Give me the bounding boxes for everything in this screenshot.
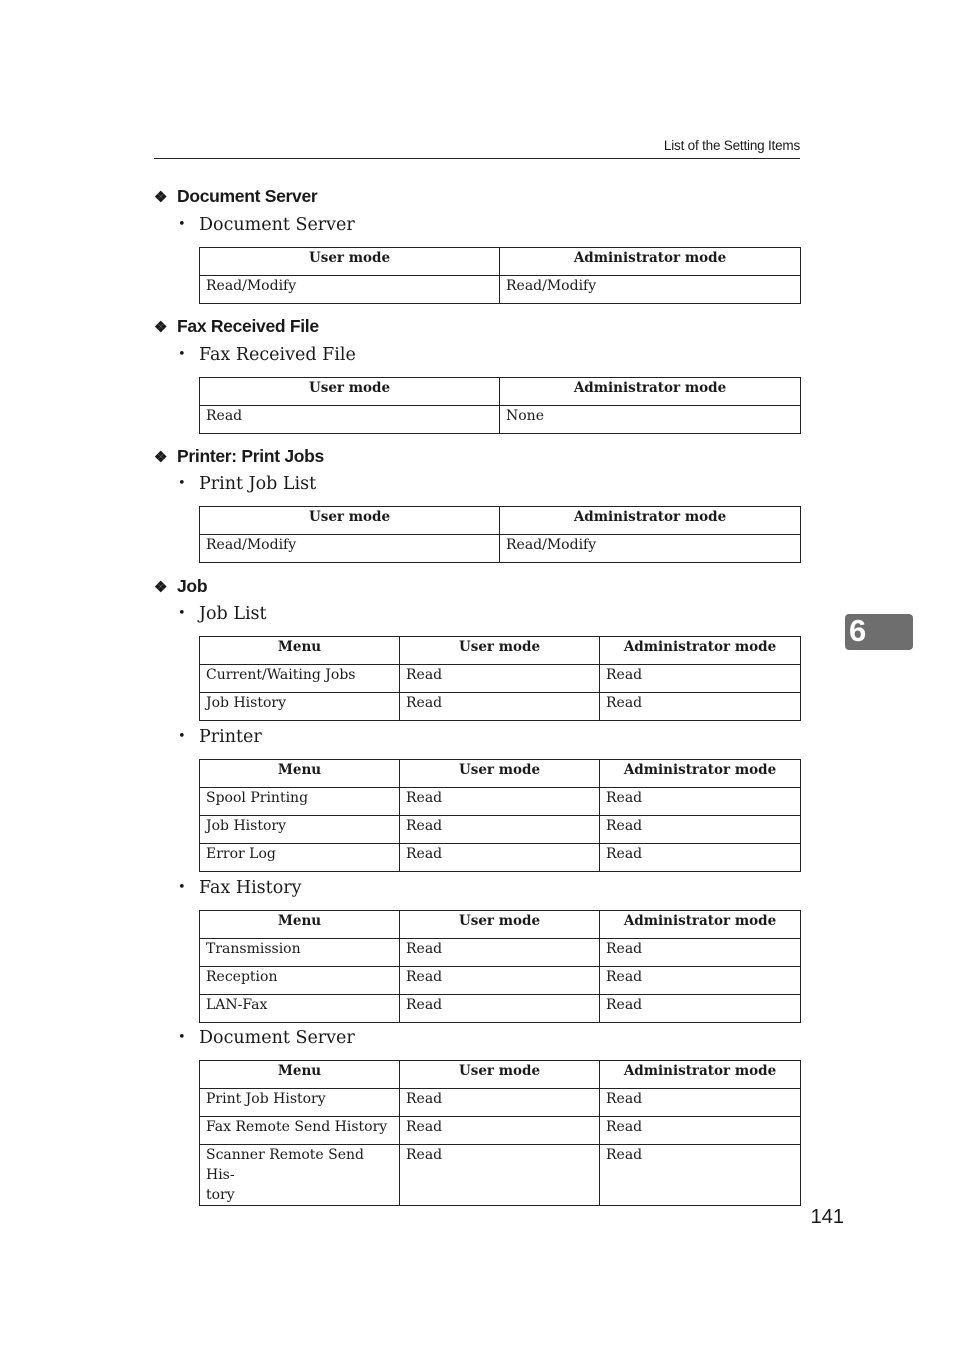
table-cell: Read (400, 1117, 600, 1145)
table-header-row (200, 1061, 801, 1089)
table-cell: Error Log (200, 844, 400, 872)
column-header: User mode (200, 248, 500, 276)
table-cell: Read/Modify (200, 535, 500, 563)
bullet-icon: • (178, 476, 186, 491)
page-number: 141 (810, 1206, 844, 1228)
table-cell: Read/Modify (500, 276, 801, 304)
section-title-text: Fax Received File (177, 316, 319, 336)
column-header: Menu (200, 637, 400, 665)
column-header: Menu (200, 911, 400, 939)
table-cell: Read/Modify (500, 535, 801, 563)
table-header-row (200, 637, 801, 665)
permission-table (199, 910, 801, 1023)
table-row (200, 1117, 801, 1145)
table-cell: Read (400, 967, 600, 995)
table-row (200, 1089, 801, 1117)
table-header-row (200, 760, 801, 788)
table-header-row (200, 911, 801, 939)
bullet-item (178, 1027, 355, 1049)
column-header: Menu (200, 760, 400, 788)
table-row (200, 844, 801, 872)
column-header: Administrator mode (500, 378, 801, 406)
bullet-label: Fax History (199, 878, 302, 898)
diamond-marker-icon: ❖ (154, 189, 168, 206)
bullet-icon: • (178, 347, 186, 362)
bullet-label: Printer (199, 727, 262, 747)
permission-table (199, 1060, 801, 1206)
permission-table (199, 759, 801, 872)
table-cell: Read (600, 693, 801, 721)
header-rule (154, 158, 800, 159)
column-header: Administrator mode (600, 637, 801, 665)
bullet-item (178, 344, 356, 366)
table-cell: Read (400, 939, 600, 967)
section-title-text: Document Server (177, 186, 318, 206)
table-cell: Read (400, 816, 600, 844)
column-header: User mode (400, 1061, 600, 1089)
table-header-row (200, 378, 801, 406)
table-cell: Read (600, 665, 801, 693)
table-cell: None (500, 406, 801, 434)
column-header: Administrator mode (600, 760, 801, 788)
chapter-tab (845, 614, 913, 650)
table-row (200, 967, 801, 995)
table-cell: Fax Remote Send History (200, 1117, 400, 1145)
table-row (200, 276, 801, 304)
column-header: Administrator mode (600, 1061, 801, 1089)
diamond-marker-icon: ❖ (154, 449, 168, 466)
section-title-text: Printer: Print Jobs (177, 446, 324, 466)
table-row (200, 535, 801, 563)
table-cell: Read/Modify (200, 276, 500, 304)
table-cell: Job History (200, 693, 400, 721)
column-header: Menu (200, 1061, 400, 1089)
bullet-icon: • (178, 880, 186, 895)
diamond-marker-icon: ❖ (154, 319, 168, 336)
permission-table (199, 377, 801, 434)
bullet-icon: • (178, 1030, 186, 1045)
table-row (200, 406, 801, 434)
column-header: Administrator mode (500, 507, 801, 535)
table-header-row (200, 507, 801, 535)
chapter-number: 6 (849, 613, 867, 648)
column-header: User mode (200, 378, 500, 406)
bullet-label: Document Server (199, 215, 355, 235)
table-cell: Current/Waiting Jobs (200, 665, 400, 693)
column-header: User mode (400, 911, 600, 939)
table-cell: Read (400, 844, 600, 872)
running-header: List of the Setting Items (663, 138, 800, 153)
bullet-icon: • (178, 606, 186, 621)
bullet-label: Fax Received File (199, 345, 356, 365)
table-cell: Spool Printing (200, 788, 400, 816)
permission-table (199, 506, 801, 563)
bullet-icon: • (178, 729, 186, 744)
table-cell: Read (400, 1089, 600, 1117)
bullet-label: Document Server (199, 1028, 355, 1048)
table-cell: LAN-Fax (200, 995, 400, 1023)
column-header: Administrator mode (600, 911, 801, 939)
section-title-printer-print-jobs (154, 445, 324, 469)
table-header-row (200, 248, 801, 276)
column-header: User mode (200, 507, 500, 535)
table-row (200, 693, 801, 721)
permission-table (199, 636, 801, 721)
table-cell: Read (600, 1089, 801, 1117)
table-cell: Read (600, 1117, 801, 1145)
table-cell: Scanner Remote Send His- tory (200, 1145, 400, 1206)
bullet-label: Job List (199, 604, 267, 624)
bullet-item (178, 603, 267, 625)
bullet-item (178, 214, 355, 236)
table-cell: Read (400, 995, 600, 1023)
permission-table (199, 247, 801, 304)
table-row (200, 995, 801, 1023)
bullet-item (178, 877, 301, 899)
table-cell: Job History (200, 816, 400, 844)
bullet-item (178, 473, 316, 495)
table-cell: Reception (200, 967, 400, 995)
table-cell: Read (400, 788, 600, 816)
table-row (200, 788, 801, 816)
bullet-item (178, 726, 262, 748)
table-row (200, 939, 801, 967)
table-cell: Read (600, 788, 801, 816)
table-cell: Print Job History (200, 1089, 400, 1117)
section-title-text: Job (177, 576, 208, 596)
column-header: User mode (400, 637, 600, 665)
table-cell: Read (600, 967, 801, 995)
table-cell: Read (600, 995, 801, 1023)
table-cell: Read (600, 844, 801, 872)
section-title-document-server (154, 185, 317, 209)
table-row (200, 816, 801, 844)
bullet-icon: • (178, 217, 186, 232)
table-cell: Read (600, 1145, 801, 1206)
section-title-job (154, 575, 207, 599)
bullet-label: Print Job List (199, 474, 317, 494)
table-row (200, 665, 801, 693)
diamond-marker-icon: ❖ (154, 579, 168, 596)
table-cell: Read (600, 816, 801, 844)
table-cell: Transmission (200, 939, 400, 967)
table-cell: Read (400, 665, 600, 693)
column-header: User mode (400, 760, 600, 788)
table-cell: Read (400, 693, 600, 721)
table-cell: Read (400, 1145, 600, 1206)
table-cell: Read (600, 939, 801, 967)
column-header: Administrator mode (500, 248, 801, 276)
table-cell: Read (200, 406, 500, 434)
table-row (200, 1145, 801, 1206)
section-title-fax-received-file (154, 315, 319, 339)
